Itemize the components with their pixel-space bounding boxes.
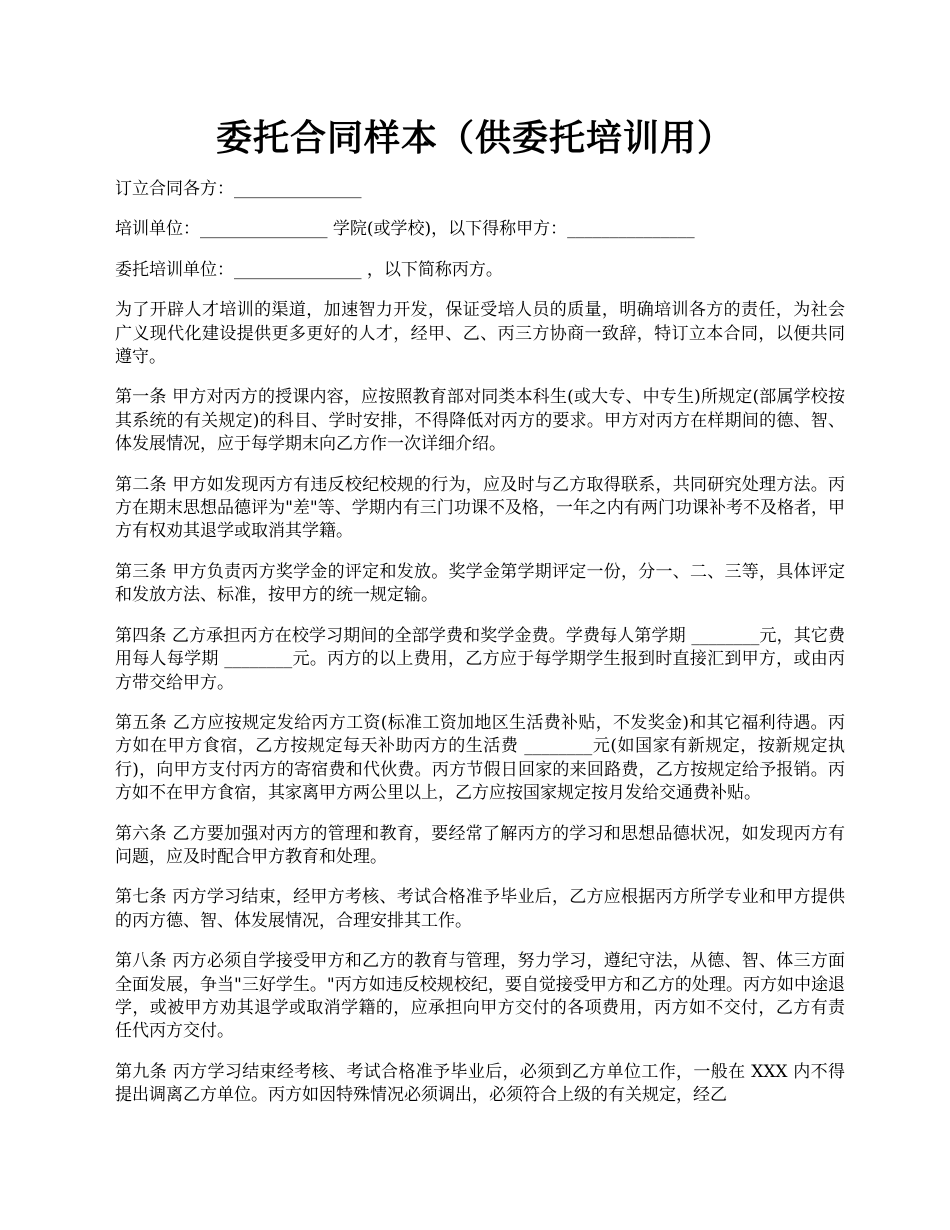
article-8: 第八条 丙方必须自学接受甲方和乙方的教育与管理，努力学习，遵纪守法，从德、智、体三方面全面发展，争当"三好学生。"丙方如违反校规校纪，要自觉接受甲方和乙方的处理。丙方如中途退学，或被甲方劝其退学或取消学籍的，应承担向甲方交付的各项费用，丙方如不交付，乙方有责任代丙方交付。 — [115, 951, 845, 1042]
party-line: 订立合同各方：_______________ — [115, 179, 362, 199]
article-9: 第九条 丙方学习结束经考核、考试合格准予毕业后，必须到乙方单位工作，一般在 XXX 内不得提出调离乙方单位。丙方如因特殊情况必须调出，必须符合上级的有关规定，经乙 — [115, 1061, 845, 1106]
article-3: 第三条 甲方负责丙方奖学金的评定和发放。奖学金第学期评定一份，分一、二、三等，具体评定和发放方法、标准，按甲方的统一规定输。 — [115, 561, 845, 606]
article-1: 第一条 甲方对丙方的授课内容，应按照教育部对同类本科生(或大专、中专生)所规定(部属学校按其系统的有关规定)的科目、学时安排，不得降低对丙方的要求。甲方对丙方在样期间的德、智、体发展情况，应于每学期末向乙方作一次详细介绍。 — [115, 387, 845, 455]
preamble-paragraph: 为了开辟人才培训的渠道，加速智力开发，保证受培人员的质量，明确培训各方的责任，为社会广义现代化建设提供更多更好的人才，经甲、乙、丙三方协商一致辞，特订立本合同，以便共同遵守。 — [115, 300, 845, 368]
party-line: 委托培训单位：_______________ ，以下简称丙方。 — [115, 259, 503, 280]
article-6: 第六条 乙方要加强对丙方的管理和教育，要经常了解丙方的学习和思想品德状况，如发现丙方有问题，应及时配合甲方教育和处理。 — [115, 823, 845, 867]
document-title: 委托合同样本（供委托培训用） — [215, 117, 734, 159]
document-body — [115, 178, 845, 1125]
article-2: 第二条 甲方如发现丙方有违反校纪校规的行为，应及时与乙方取得联系，共同研究处理方法。丙方在期末思想品德评为"差"等、学期内有三门功课不及格，一年之内有两门功课补考不及格者，甲方有权劝其退学或取消其学籍。 — [115, 474, 845, 542]
party-line: 培训单位：_______________ 学院(或学校)，以下得称甲方：_______________ — [115, 219, 695, 240]
article-4: 第四条 乙方承担丙方在校学习期间的全部学费和奖学金费。学费每人第学期 ________元，其它费用每人每学期 ________元。丙方的以上费用，乙方应于每学期学生报到时直接汇到甲方，或由丙方带交给甲方。 — [115, 625, 845, 693]
article-7: 第七条 丙方学习结束，经甲方考核、考试合格准予毕业后，乙方应根据丙方所学专业和甲方提供的丙方德、智、体发展情况，合理安排其工作。 — [115, 887, 845, 931]
article-5: 第五条 乙方应按规定发给丙方工资(标准工资加地区生活费补贴，不发奖金)和其它福利待遇。丙方如在甲方食宿，乙方按规定每天补助丙方的生活费 ________元(如国家有新规定，按新规定执行)，向甲方支付丙方的寄宿费和代伙费。丙方节假日回家的来回路费，乙方按规定给予报销。丙方如不在甲方食宿，其家离甲方两公里以上，乙方应按国家规定按月发给交通费补贴。 — [115, 712, 845, 804]
